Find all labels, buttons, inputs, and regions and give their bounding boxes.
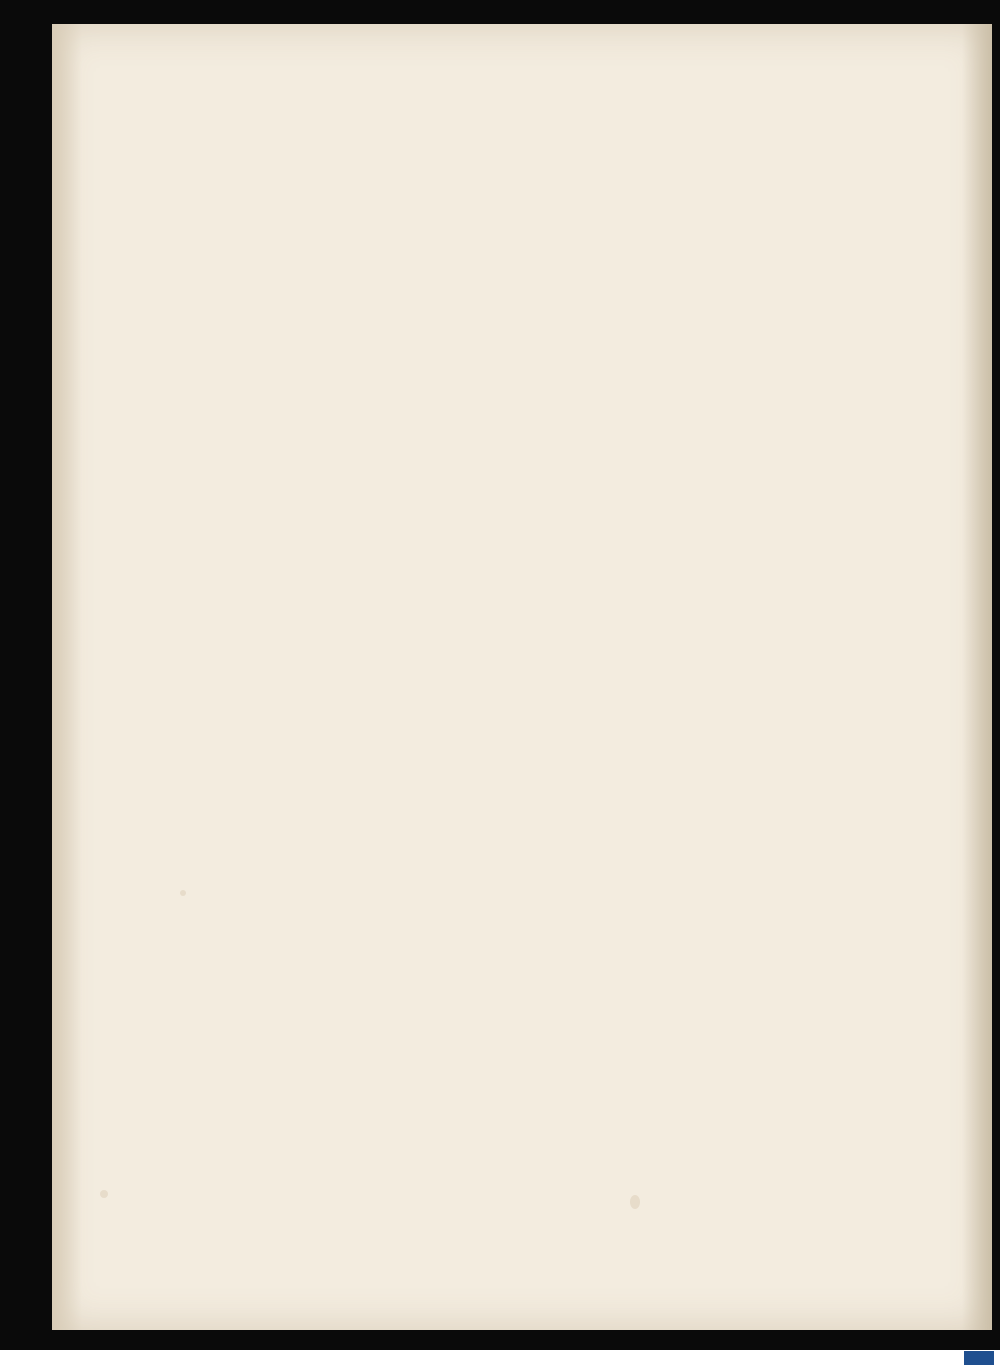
page-edge-shadow — [962, 24, 992, 1330]
page-gutter-shadow — [52, 24, 82, 1330]
running-head — [198, 62, 918, 106]
dfg-logo — [964, 1351, 994, 1365]
paper-spot — [630, 1195, 640, 1209]
footer-strip — [0, 1350, 1000, 1370]
red-initial-letter — [196, 108, 258, 176]
paper-spot — [180, 890, 186, 896]
paper-spot — [100, 1190, 108, 1198]
text-block — [198, 62, 918, 106]
book-page — [52, 24, 992, 1330]
